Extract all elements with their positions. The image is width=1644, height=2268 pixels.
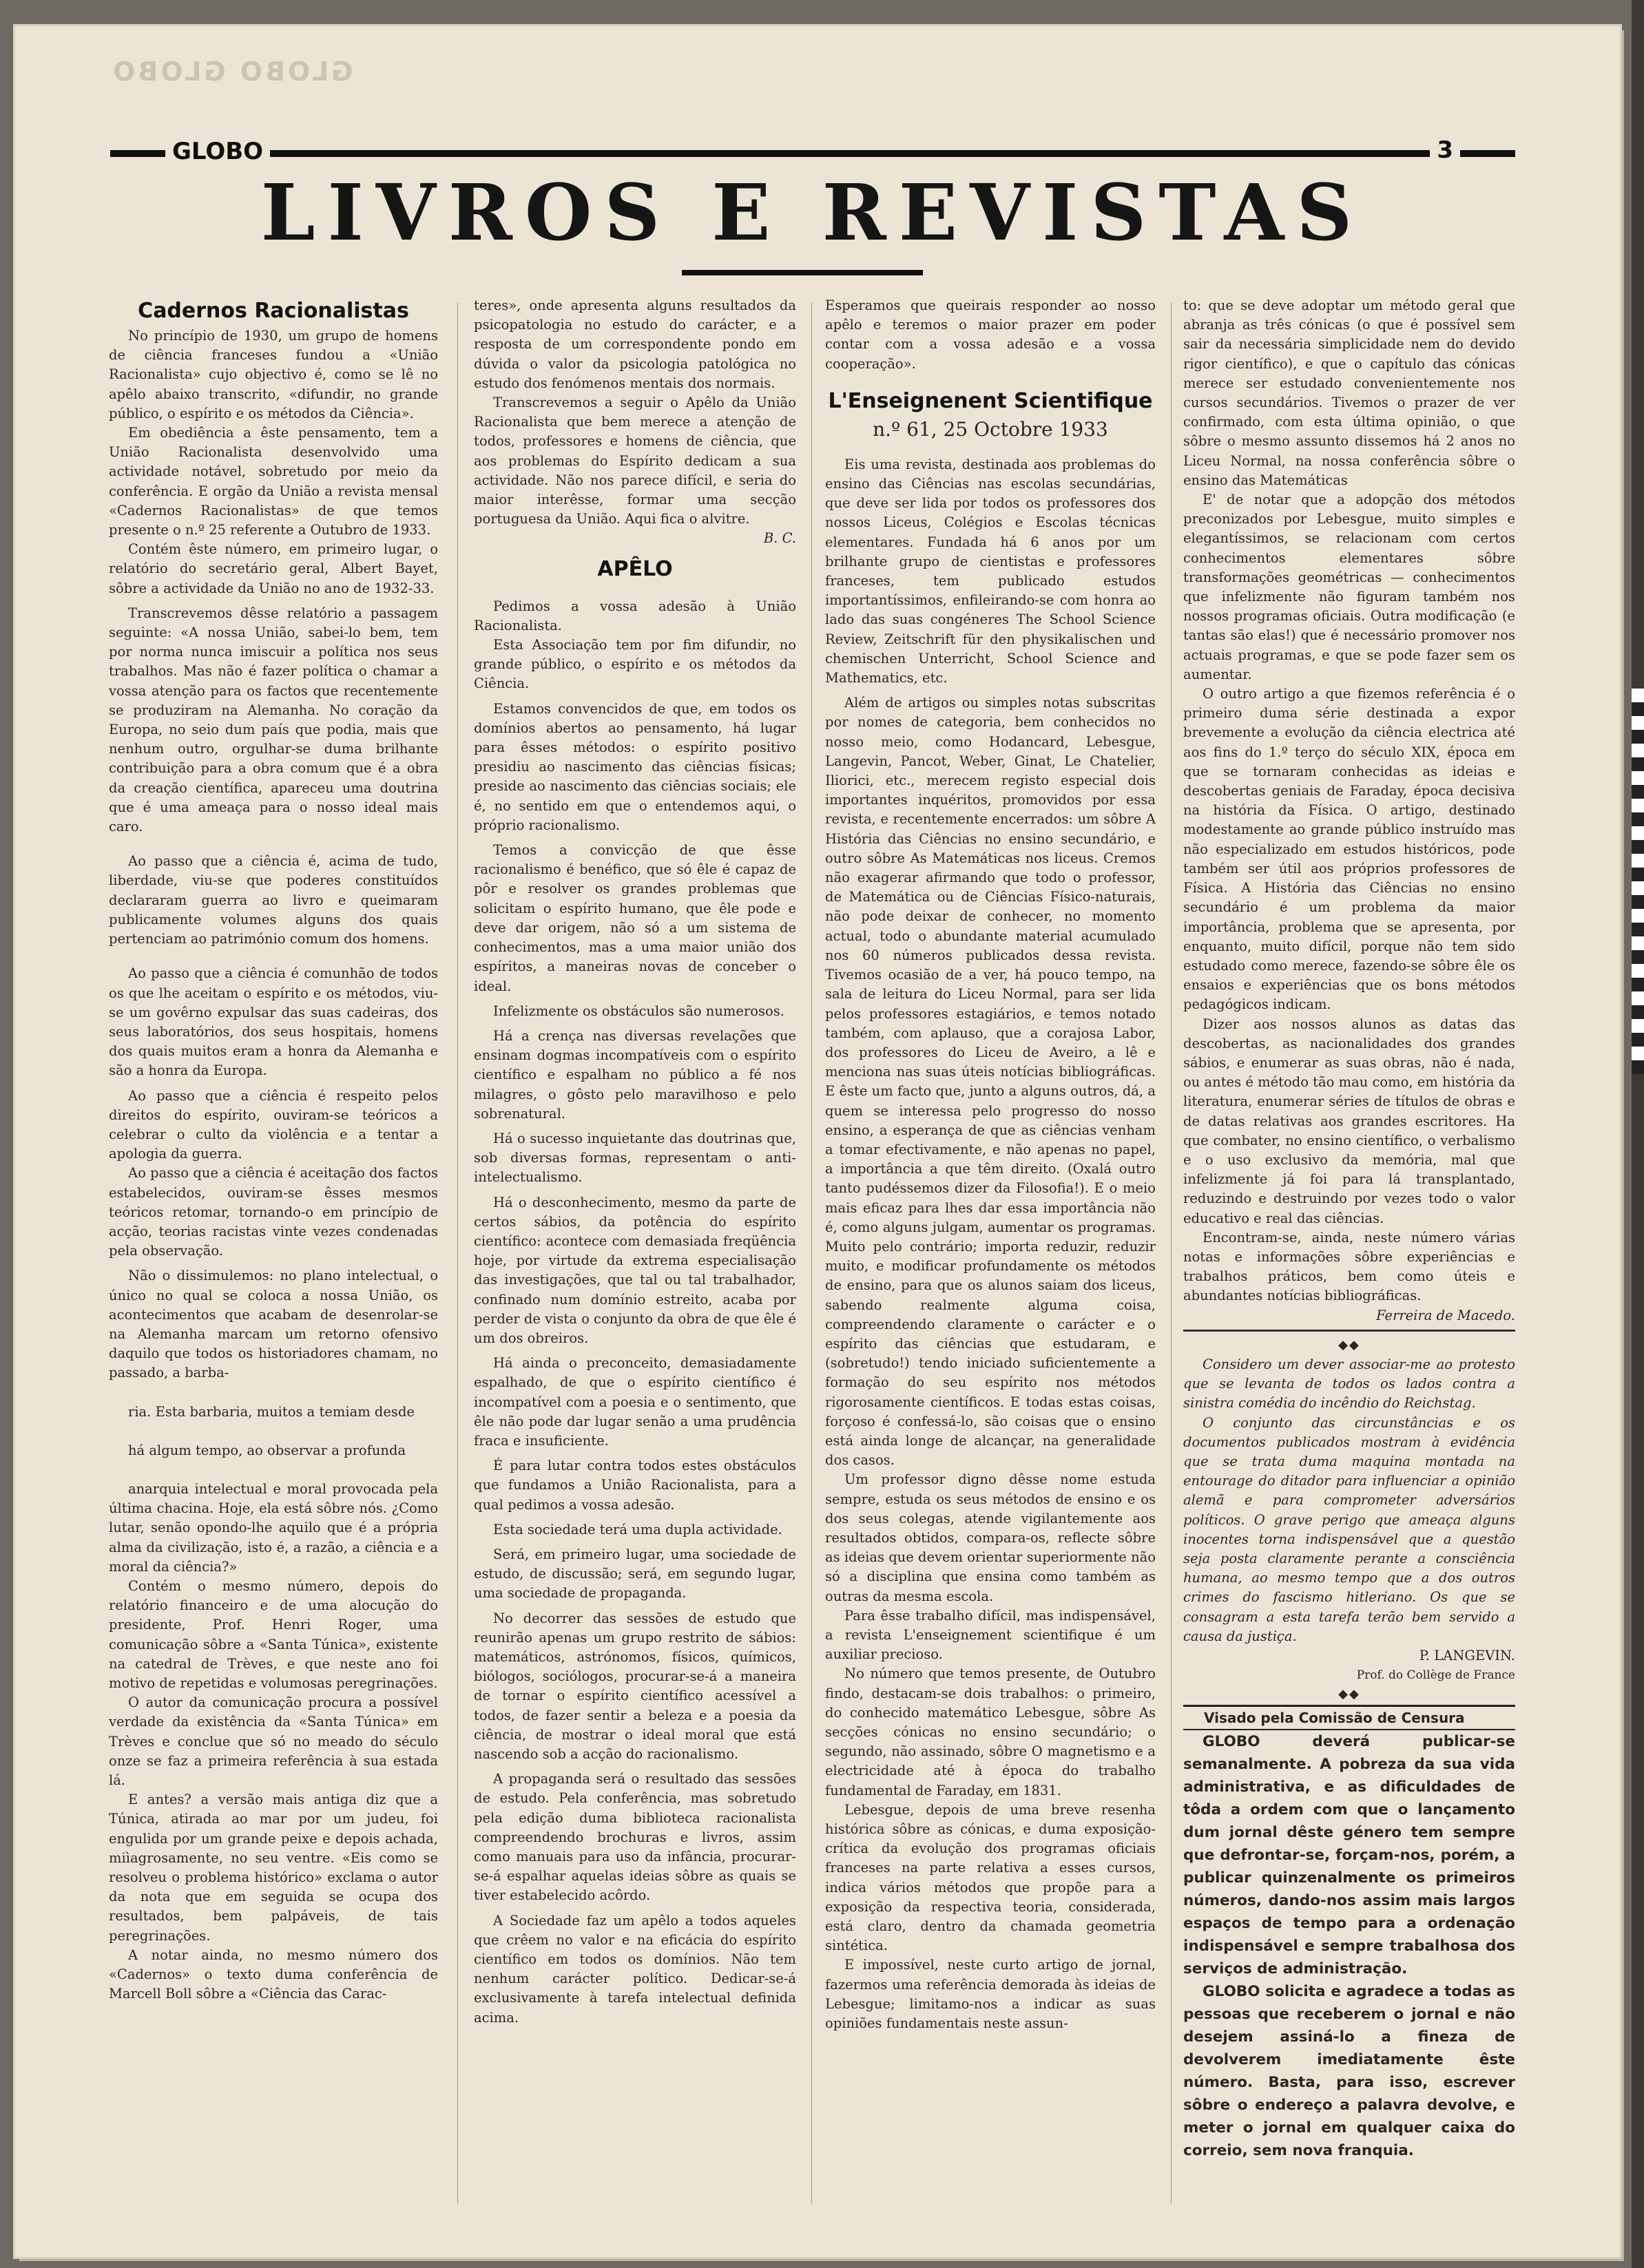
langevin-quote: Considero um dever associar-me ao protesto que se levanta de todos os lados contra a sinistra comédia do incêndio do Reichstag.: [1183, 1356, 1515, 1411]
paragraph: Será, em primeiro lugar, uma sociedade de estudo, de discussão; será, em segundo lugar, uma sociedade de propaganda.: [474, 1546, 796, 1602]
paragraph: Transcrevemos dêsse relatório a passagem seguinte: «A nossa União, sabei-lo bem, tem por norma nunca imiscuir a política nos seus trabalhos. Mas não é fazer política o chamar a vossa atenção para os factos que recentemente se produziram na Alemanha. No coração da Europa, no seio dum país que podia, mais que nenhum outro, orgulhar-se duma brilhante contribuição para a obra comum que é a obra da creação científica, apareceu uma doutrina que é uma ameaça para o nosso ideal mais caro.: [109, 605, 438, 835]
paragraph: Em obediência a êste pensamento, tem a União Racionalista desenvolvido uma actividade notável, sobretudo por meio da conferência. E orgão da União a revista mensal «Cadernos Racionalistas» de que temos presente o n.º 25 referente a Outubro de 1933.: [109, 425, 438, 538]
section-rule: [1183, 1330, 1515, 1332]
paragraph: Esta Associação tem por fim difundir, no grande público, o espírito e os métodos da Ciência.: [474, 637, 796, 692]
article-title-apelo: APÊLO: [597, 556, 673, 581]
paragraph: No decorrer das sessões de estudo que reunirão apenas um grupo restrito de sábios: matemáticos, astrónomos, físicos, químicos, biólogos, sociólogos, procurar-se-á a maneira de tornar o espírito científico acessível a todos, de fazer sentir a beleza e a poesia da ciência, de mostrar o ideal moral que está nascendo sob a acção do racionalismo.: [474, 1610, 796, 1763]
paragraph: Ao passo que a ciência é comunhão de todos os que lhe aceitam o espírito e os métodos, viu-se um govêrno expulsar das suas cadeiras, dos seus laboratórios, dos seus hospitais, homens dos quais muitos eram a honra da Alemanha e são a honra da Europa.: [109, 965, 438, 1079]
color-scale-strip: [1632, 689, 1644, 1074]
paragraph: Esta sociedade terá uma dupla actividade.: [493, 1521, 782, 1537]
paragraph: Há o sucesso inquietante das doutrinas que, sob diversas formas, representam o anti-intelectualismo.: [474, 1130, 796, 1186]
paragraph: Estamos convencidos de que, em todos os domínios abertos ao pensamento, há lugar para êsses métodos: o espírito positivo presidiu ao nascimento das ciências físicas; preside ao nascimento das ciências sociais; ele é, no sentido em que o entendemos aqui, o próprio racionalismo.: [474, 700, 796, 833]
paragraph: Eis uma revista, destinada aos problemas do ensino das Ciências nas escolas secundárias, que deve ser lida por todos os professores dos nossos Liceus, Colégios e Escolas técnicas elementares. Fundada há 6 anos por um brilhante grupo de cientistas e professores franceses, tem publicado estudos importantíssimos, enfileirando-se com honra ao lado das suas congéneres The School Science Review, Zeitschrift für den physikalischen und chemischen Unterricht, School Science and Mathematics, etc.: [825, 456, 1156, 686]
column-3: [825, 296, 1156, 2033]
paragraph: É para lutar contra todos estes obstáculos que fundamos a União Racionalista, para a qual pedimos a vossa adesão.: [474, 1458, 796, 1513]
notice-paragraph: GLOBO deverá publicar-se semanalmente. A pobreza da sua vida administrativa, e as dificuldades de tôda a ordem com que o lançamento dum jornal dêste género tem sempre que defrontar-se, forçam-nos, porém, a publicar quinzenalmente os primeiros números, dando-nos assim mais largos espaços de tempo para a ordenação indispensável e sempre trabalhosa dos serviços de administração.: [1183, 1732, 1515, 1977]
paragraph: Ao passo que a ciência é, acima de tudo, liberdade, viu-se que poderes constituídos declararam guerra ao livro e queimaram publicamente volumes alguns dos quais pertenciam ao património comum dos homens.: [109, 853, 438, 947]
langevin-title: Prof. do Collège de France: [1356, 1668, 1515, 1683]
paragraph: Contém êste número, em primeiro lugar, o relatório do secretário geral, Albert Bayet, sôbre a actividade da União no ano de 1932-33.: [109, 541, 438, 596]
paragraph: Lebesgue, depois de uma breve resenha histórica sôbre as cónicas, e duma exposição-crítica da evolução dos programas oficiais franceses na parte relativa a esses cursos, indica vários métodos que propõe para a exposição da respectiva teoria, considerada, está claro, dentro da chamada geometria sintética.: [825, 1801, 1156, 1954]
masthead-globo: GLOBO: [165, 138, 270, 165]
paragraph: Há a crença nas diversas revelações que ensinam dogmas incompatíveis com o espírito científico e espalham no público a fé nos milagres, o gôsto pelo maravilhoso e pelo sobrenatural.: [474, 1027, 796, 1122]
article-signature: Ferreira de Macedo.: [1376, 1307, 1515, 1323]
bleed-through-text: GLOBO GLOBO: [110, 56, 353, 87]
column-2: [474, 296, 796, 2028]
paragraph: Infelizmente os obstáculos são numerosos.: [493, 1002, 784, 1019]
column-1: [109, 296, 438, 2004]
paragraph: teres», onde apresenta alguns resultados da psicopatologia no estudo do carácter, e a resposta de um correspondente pondo em dúvida o valor da psicologia patológica no estudo dos fenómenos mentais dos normais.: [474, 297, 796, 391]
paragraph: E' de notar que a adopção dos métodos preconizados por Lebesgue, muito simples e elegantíssimos, se relacionam com certos conhecimentos elementares sôbre transformações geométricas — conhecimentos que infelizmente não figuram também nos nossos programas oficiais. Outra modificação (e tantas são elas!) que é necessário promover nos actuais programas, e que se pode fazer sem os aumentar.: [1183, 492, 1515, 682]
paragraph: O autor da comunicação procura a possível verdade da existência da «Santa Túnica» em Trèves e conclue que só no meado do século onze se faz a primeira referência à sua estada lá.: [109, 1694, 438, 1789]
article-subtitle: n.º 61, 25 Octobre 1933: [873, 417, 1108, 441]
headline-rule: [682, 270, 923, 275]
censorship-notice: Visado pela Comissão de Censura: [1183, 1705, 1515, 1730]
paragraph: Pedimos a vossa adesão à União Racionalista.: [474, 598, 796, 633]
paragraph: Não o dissimulemos: no plano intelectual, o único no qual se coloca a nossa União, os acontecimentos que acabam de desenrolar-se na Alemanha marcam um retorno ofensivo daquilo que todos os historiadores chamam, no passado, a barba-: [109, 1268, 438, 1381]
globo-notice: [1183, 1730, 1515, 2162]
column-divider: [811, 303, 812, 2203]
column-divider: [1171, 303, 1172, 2203]
masthead-bar: [110, 138, 1515, 165]
paragraph: Transcrevemos a seguir o Apêlo da União Racionalista que bem merece a atenção de todos, professores e homens de ciência, que aos problemas do Espírito dedicam a sua actividade. Não nos parece difícil, e seria do maior interêsse, formar uma secção portuguesa da União. Aqui fica o alvitre.: [474, 395, 796, 527]
paragraph: E impossível, neste curto artigo de jornal, fazermos uma referência demorada às ideias de Lebesgue; limitamo-nos a indicar as suas opiniões fundamentais neste assun-: [825, 1957, 1156, 2032]
paragraph: Há o desconhecimento, mesmo da parte de certos sábios, da potência do espírito científico: acontece com demasiada freqüência hoje, por virtude da extrema especialisação das investigações, que tal ou tal trabalhador, confinado num domínio estreito, acaba por perder de vista o conjunto da obra de que êle é um dos obreiros.: [474, 1194, 796, 1346]
page-number: 3: [1430, 136, 1460, 164]
ornament-diamonds: ◆◆: [1338, 1337, 1360, 1352]
paragraph: Ao passo que a ciência é respeito pelos direitos do espírito, ouviram-se teóricos a celebrar o culto da violência e a tentar a apologia da guerra.: [109, 1087, 438, 1162]
paragraph: E antes? a versão mais antiga diz que a Túnica, atirada ao mar por um judeu, foi engulida por um grande peixe e depois achada, miìagrosamente, no seu ventre. «Eis como se resolveu o problema histórico» exclama o autor da nota que em seguida se ocupa dos resultados, bem palpáveis, de tais peregrinações.: [109, 1792, 438, 1944]
paragraph: Temos a convicção de que êsse racionalismo é benéfico, que só êle é capaz de pôr e resolver os grandes problemas que solicitam o espírito humano, que êle pode e deve dar origem, não só a um sistema de conhecimentos, mas a uma maior união dos espíritos, a maneiras novas de conceber o ideal.: [474, 842, 796, 994]
article-title-cadernos: Cadernos Racionalistas: [138, 299, 409, 323]
paragraph: No número que temos presente, de Outubro findo, destacam-se dois trabalhos: o primeiro, do conhecido matemático Lebesgue, sôbre As secções cónicas no ensino secundário; o segundo, não assinado, sôbre O magnetismo e a electricidade até à época do trabalho fundamental de Faraday, em 1831.: [825, 1666, 1156, 1798]
masthead-rule: [110, 150, 1515, 157]
column-divider: [457, 303, 458, 2203]
paragraph: há algum tempo, ao observar a profunda: [128, 1442, 406, 1458]
paragraph: anarquia intelectual e moral provocada pela última chacina. Hoje, ela está sôbre nós. ¿Como lutar, senão opondo-lhe aquilo que é a própria alma da civilização, isto é, a razão, a ciência e a moral da ciência?»: [109, 1480, 438, 1575]
paragraph: O outro artigo a que fizemos referência é o primeiro duma série destinada a expor brevemente a evolução da ciência electrica até aos fins do 1.º terço do século XIX, época em que se tornaram conhecidas as ideias e descobertas geniais de Faraday, época decisiva na história da Física. O artigo, destinado modestamente ao grande público instruído mas não especializado em estudos históricos, pode também ser útil aos próprios professores de Física. A História das Ciências no ensino secundário é um problema da maior importância, problema que se apresenta, por enquanto, muito difícil, porque não tem sido estudado como merece, fazendo-se sôbre êle os ensaios e experiências que os bons métodos pedagógicos indicam.: [1183, 686, 1515, 1013]
column-4: [1183, 296, 1515, 2162]
paragraph: A notar ainda, no mesmo número dos «Cadernos» o texto duma conferência de Marcell Boll sôbre a «Ciência das Carac-: [109, 1946, 438, 2002]
author-initials: B. C.: [763, 530, 796, 547]
paragraph: A propaganda será o resultado das sessões de estudo. Pela conferência, mas sobretudo pela edição duma biblioteca racionalista compreendendo brochuras e livros, assim como manuais para uso da infância, procurar-se-á espalhar aquelas ideias sôbre as quais se tiver estabelecido acôrdo.: [474, 1771, 796, 1904]
paragraph: Encontram-se, ainda, neste número várias notas e informações sôbre experiências e trabalhos práticos, bem como úteis e abundantes notícias bibliográficas.: [1183, 1229, 1515, 1304]
paragraph: Um professor digno dêsse nome estuda sempre, estuda os seus métodos de ensino e os dos seus colegas, atende vigilantemente aos resultados obtidos, compara-os, reflecte sôbre as ideias que devem orientar superiormente não só a disciplina que ensina como também as outras da mesma escola.: [825, 1471, 1156, 1604]
paragraph: to: que se deve adoptar um método geral que abranja as três cónicas (o que é possível sem sair da necessária simplicidade nem do devido rigor científico), e que o capítulo das cónicas merece ser estudado convenientemente nos cursos secundários. Tivemos o prazer de ver confirmado, com esta última opinião, o que sôbre o mesmo assunto dissemos há 2 anos no Liceu Normal, na nossa conferência sôbre o ensino das Matemáticas: [1183, 297, 1515, 488]
langevin-quote: O conjunto das circunstâncias e os documentos publicados mostram à evidência que se trata duma maquina montada na entourage do ditador para influenciar a opinião alemã e para comprometer adversários políticos. O grave perigo que ameaça alguns inocentes torna indispensável que a questão seja posta claramente perante a consciência humana, ao mesmo tempo que a dos outros crimes do fascismo hitleriano. Os que se consagram a esta tarefa terão bem servido a causa da justiça.: [1183, 1414, 1515, 1644]
paragraph: Contém o mesmo número, depois do relatório financeiro e de uma alocução do presidente, Prof. Henri Roger, uma comunicação sôbre a «Santa Túnica», existente na catedral de Trèves, e que neste ano foi motivo de repetidas e volumosas peregrinações.: [109, 1577, 438, 1691]
notice-paragraph: GLOBO solicita e agradece a todas as pessoas que receberem o jornal e não desejem assiná-lo a fineza de devolverem imediatamente êste número. Basta, para isso, escrever sôbre o endereço a palavra devolve, e meter o jornal em qualquer caixa do correio, sem nova franquia.: [1183, 1982, 1515, 2159]
paragraph: A Sociedade faz um apêlo a todos aqueles que crêem no valor e na eficácia do espírito científico em todos os domínios. Não tem nenhum carácter político. Dedicar-se-á exclusivamente à tarefa intelectual definida acima.: [474, 1912, 796, 2026]
paragraph: Além de artigos ou simples notas subscritas por nomes de categoria, bem conhecidos no nosso meio, como Hodancard, Lebesgue, Langevin, Pancot, Weber, Ginat, Le Chatelier, Iliorici, etc., merecem registo especial dois importantes inquéritos, promovidos por essa revista, e recentemente encerrados: um sôbre A História das Ciências no ensino secundário, e outro sôbre As Matemáticas nos liceus. Cremos não exagerar afirmando que todo o professor, de Matemática ou de Ciências Físico-naturais, não pode deixar de conhecer, no momento actual, todo o abundante material acumulado nos 60 números publicados dessa revista. Tivemos ocasião de a ver, há pouco tempo, na sala de leitura do Liceu Normal, para ser lida pelos professores estagiários, e temos notado também, com aplauso, que a corajosa Labor, dos professores do Liceu de Aveiro, a lê e menciona nas suas úteis notícias bibliográficas. E êste um facto que, junto a alguns outros, dá, a quem se interessa pelo progresso do nosso ensino, a esperança de que as ciências venham a tomar efectivamente, e não apenas no papel, a importância a que têm direito. (Oxalá outro tanto pudéssemos dizer da Filosofia!). E o meio mais eficaz para lhes dar essa importância não é, como alguns julgam, aumentar os programas. Muito pelo contrário; importa reduzir, reduzir muito, e modificar profundamente os métodos de ensino, para que os alunos saiam dos liceus, sabendo realmente alguma coisa, compreendendo claramente o carácter e o espírito das ciências que estudaram, e (sobretudo!) tendo iniciado suficientemente a formação do seu espírito nos métodos rigorosamente científicos. E todas estas coisas, forçoso é confessá-lo, são coisas que o ensino está ainda longe de alcançar, na generalidade dos casos.: [825, 695, 1156, 1469]
article-title-enseignement: L'Enseignenent Scientifique: [828, 388, 1153, 413]
paragraph: No princípio de 1930, um grupo de homens de ciência franceses fundou a «União Racionalista» cujo objectivo é, como se lê no apêlo abaixo transcrito, «difundir, no grande público, o espírito e os métodos da Ciência».: [109, 328, 438, 421]
paragraph: Dizer aos nossos alunos as datas das descobertas, as nacionalidades dos grandes sábios, e enumerar as suas obras, não é nada, ou antes é método tão mau como, em história da literatura, enumerar séries de títulos de obras e de datas relativas aos grandes escritores. Ha que combater, no ensino científico, o verbalismo e o uso exclusivo da memória, mal que infelizmente já foi para lá transplantado, reduzindo e destruindo por vezes todo o valor educativo e real das ciências.: [1183, 1016, 1515, 1226]
paragraph: Há ainda o preconceito, demasiadamente espalhado, de que o espírito científico é incompatível com a poesia e o sentimento, que êle não pode dar lugar senão a uma prudência fraca e insuficiente.: [474, 1355, 796, 1449]
paragraph: Ao passo que a ciência é aceitação dos factos estabelecidos, ouviram-se êsses mesmos teóricos retomar, tornando-o em princípio de acção, teorias racistas vinte vezes condenadas pela observação.: [109, 1165, 438, 1259]
paragraph: Para êsse trabalho difícil, mas indispensável, a revista L'enseignement scientifique é um auxiliar precioso.: [825, 1607, 1156, 1663]
scanner-background-edge: [1632, 0, 1644, 2268]
paragraph: ria. Esta barbaria, muitos a temiam desde: [128, 1403, 415, 1420]
paragraph: Esperamos que queirais responder ao nosso apêlo e teremos o maior prazer em poder contar com a vossa adesão e a vossa cooperação».: [825, 297, 1156, 372]
ornament-diamonds: ◆◆: [1338, 1687, 1360, 1702]
langevin-name: P. LANGEVIN.: [1419, 1648, 1515, 1664]
section-headline: LIVROS E REVISTAS: [260, 168, 1365, 258]
